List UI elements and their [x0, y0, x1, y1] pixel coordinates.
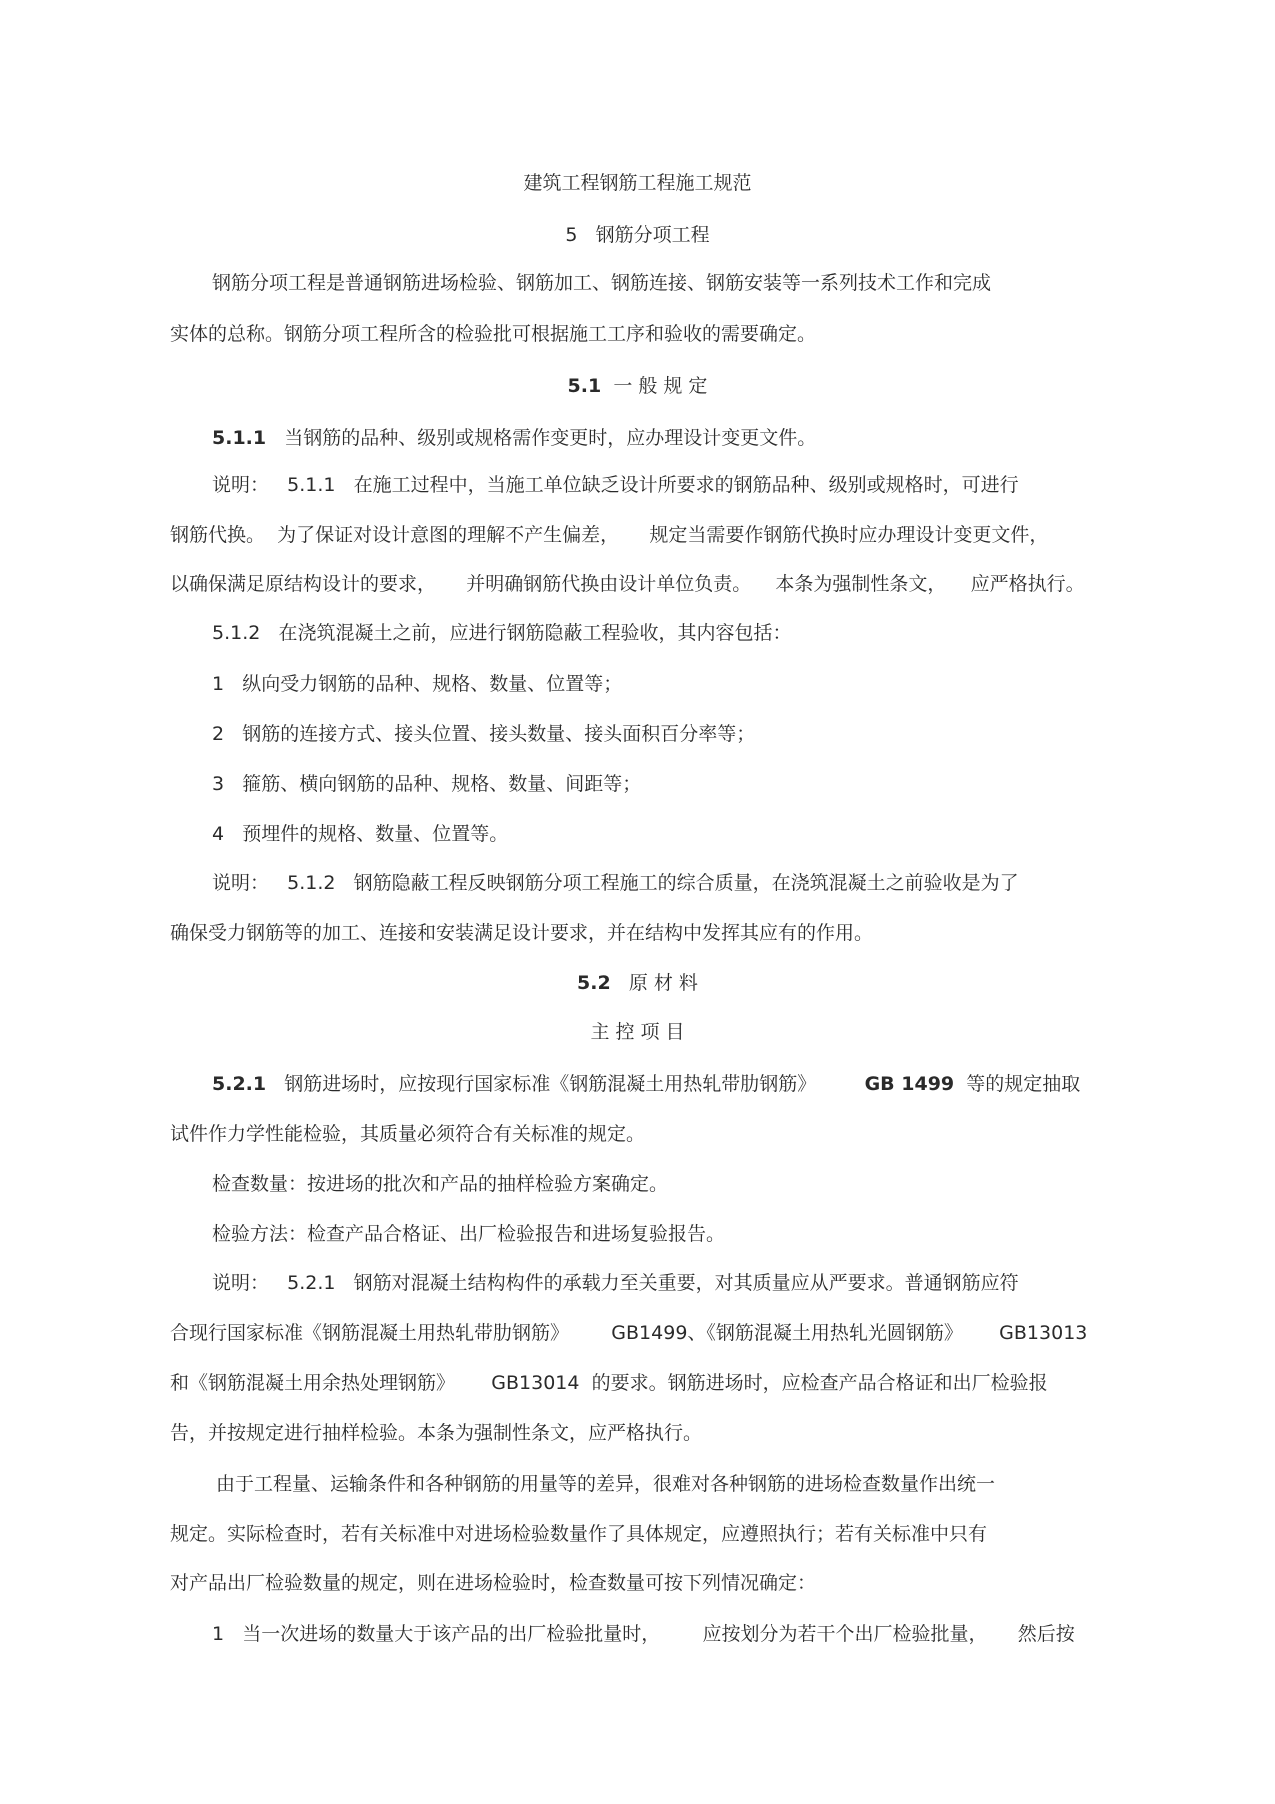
note-5-2-1-line-2 [170, 1320, 1087, 1346]
clause-5-2-1-line-2: 试件作力学性能检验，其质量必须符合有关标准的规定。 [170, 1123, 646, 1145]
clause-text: 在浇筑混凝土之前，应进行钢筋隐蔽工程验收，其内容包括： [278, 622, 792, 644]
note-5-1-1-line-1 [212, 472, 1019, 498]
standard-code: GB 1499 [864, 1073, 955, 1095]
section-5-1-heading [0, 373, 1275, 399]
note-number: 5.1.1 [287, 474, 336, 496]
note-text: 应严格执行。 [970, 573, 1085, 595]
intro-line-1: 钢筋分项工程是普通钢筋进场检验、钢筋加工、钢筋连接、钢筋安装等一系列技术工作和完成 [212, 272, 992, 294]
note-text: 并明确钢筋代换由设计单位负责。 [466, 573, 752, 595]
list-item-number: 3 [212, 773, 225, 795]
list-item-text: 箍筋、横向钢筋的品种、规格、数量、间距等； [242, 773, 642, 795]
note-label: 说明： [212, 474, 270, 496]
note-label: 说明： [212, 872, 270, 894]
list-item [212, 721, 755, 747]
clause-text: 钢筋进场时，应按现行国家标准《钢筋混凝土用热轧带肋钢筋》 [284, 1073, 817, 1095]
list-item-text: 钢筋的连接方式、接头位置、接头数量、接头面积百分率等； [242, 723, 756, 745]
note-text: 本条为强制性条文， [775, 573, 947, 595]
chapter-title: 钢筋分项工程 [595, 224, 710, 246]
note-text: 钢筋代换。 [170, 524, 266, 546]
note-text: 以确保满足原结构设计的要求， [170, 573, 437, 595]
note-number: 5.2.1 [287, 1272, 336, 1294]
note-5-2-1-line-3 [170, 1370, 1048, 1396]
paragraph-line-3: 对产品出厂检验数量的规定，则在进场检验时，检查数量可按下列情况确定： [170, 1572, 817, 1594]
section-number: 5.1 [567, 375, 602, 397]
section-5-2-heading [0, 970, 1275, 996]
note-5-2-1-line-1 [212, 1270, 1019, 1296]
clause-5-2-1-line-1 [212, 1071, 1080, 1097]
note-label: 说明： [212, 1272, 270, 1294]
list-item-text: 预埋件的规格、数量、位置等。 [242, 823, 509, 845]
clause-5-1-2 [212, 620, 792, 646]
note-text: 合现行国家标准《钢筋混凝土用热轧带肋钢筋》 [170, 1322, 570, 1344]
clause-5-1-1 [212, 425, 816, 451]
section-number: 5.2 [577, 972, 611, 994]
list-item-text: 当一次进场的数量大于该产品的出厂检验批量时， [242, 1623, 661, 1645]
check-method: 检验方法：检查产品合格证、出厂检验报告和进场复验报告。 [212, 1223, 726, 1245]
list-item [212, 771, 641, 797]
clause-number: 5.2.1 [212, 1073, 267, 1095]
note-text: GB13013 [999, 1322, 1088, 1344]
check-quantity: 检查数量：按进场的批次和产品的抽样检验方案确定。 [212, 1173, 669, 1195]
clause-text: 当钢筋的品种、级别或规格需作变更时，应办理设计变更文件。 [284, 427, 817, 449]
note-text: 钢筋对混凝土结构构件的承载力至关重要，对其质量应从严要求。普通钢筋应符 [353, 1272, 1019, 1294]
list-item [212, 1621, 1075, 1647]
note-text: GB13014 [491, 1372, 580, 1394]
list-item-number: 2 [212, 723, 225, 745]
clause-number: 5.1.2 [212, 622, 261, 644]
section-title: 原 材 料 [628, 972, 698, 994]
note-text: GB1499、《钢筋混凝土用热轧光圆钢筋》 [611, 1322, 963, 1344]
paragraph-line-1: 由于工程量、运输条件和各种钢筋的用量等的差异，很难对各种钢筋的进场检查数量作出统一 [216, 1473, 996, 1495]
note-text: 的要求。钢筋进场时，应检查产品合格证和出厂检验报 [591, 1372, 1048, 1394]
chapter-number: 5 [565, 224, 578, 246]
clause-number: 5.1.1 [212, 427, 267, 449]
list-item-text: 应按划分为若干个出厂检验批量， [702, 1623, 988, 1645]
note-number: 5.1.2 [287, 872, 336, 894]
note-text: 为了保证对设计意图的理解不产生偏差， [277, 524, 620, 546]
note-5-1-1-line-3 [170, 571, 1085, 597]
intro-line-2: 实体的总称。钢筋分项工程所含的检验批可根据施工工序和验收的需要确定。 [170, 323, 817, 345]
clause-text: 等的规定抽取 [966, 1073, 1081, 1095]
note-5-1-2-line-1 [212, 870, 1019, 896]
list-item-text: 然后按 [1017, 1623, 1075, 1645]
note-5-1-2-line-2: 确保受力钢筋等的加工、连接和安装满足设计要求，并在结构中发挥其应有的作用。 [170, 922, 874, 944]
list-item-number: 1 [212, 673, 225, 695]
document-title: 建筑工程钢筋工程施工规范 [523, 172, 752, 194]
note-text: 规定当需要作钢筋代换时应办理设计变更文件， [649, 524, 1049, 546]
note-text: 在施工过程中，当施工单位缺乏设计所要求的钢筋品种、级别或规格时，可进行 [353, 474, 1019, 496]
note-5-1-1-line-2 [170, 522, 1048, 548]
paragraph-line-2: 规定。实际检查时，若有关标准中对进场检验数量作了具体规定，应遵照执行；若有关标准中只有 [170, 1523, 988, 1545]
list-item [212, 671, 622, 697]
chapter-heading [0, 222, 1275, 248]
list-item-number: 1 [212, 1623, 225, 1645]
section-title: 一 般 规 定 [613, 375, 708, 397]
note-5-2-1-line-4: 告，并按规定进行抽样检验。本条为强制性条文，应严格执行。 [170, 1422, 703, 1444]
note-text: 钢筋隐蔽工程反映钢筋分项工程施工的综合质量，在浇筑混凝土之前验收是为了 [353, 872, 1019, 894]
list-item-text: 纵向受力钢筋的品种、规格、数量、位置等； [242, 673, 623, 695]
list-item [212, 821, 508, 847]
note-text: 和《钢筋混凝土用余热处理钢筋》 [170, 1372, 456, 1394]
list-item-number: 4 [212, 823, 225, 845]
subsection-heading: 主 控 项 目 [590, 1021, 685, 1043]
